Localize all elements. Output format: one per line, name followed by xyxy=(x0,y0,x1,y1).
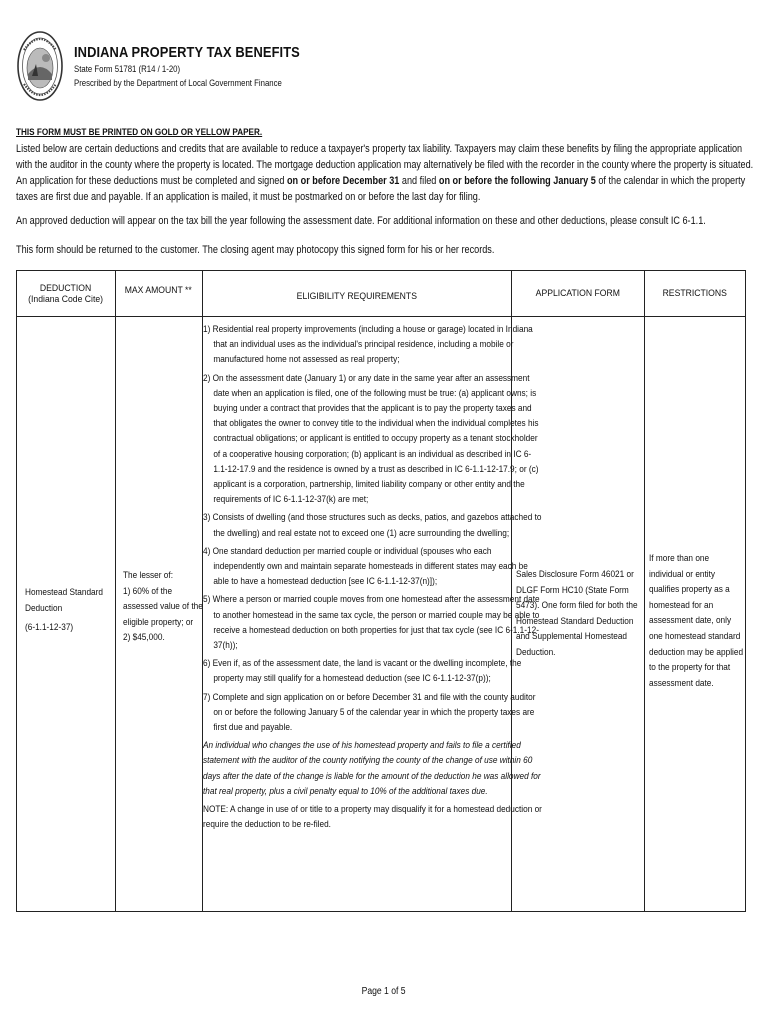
eligibility-item: 1) Residential real property improvements (including a house or garage) located in Indiana that an individual uses as the individual's principal residence, including a mobile or manufactured home not assessed as real property; xyxy=(203,324,533,366)
page-number: Page 1 of 5 xyxy=(362,986,406,997)
restrictions-cell: If more than one individual or entity qualifies property as a homestead for an assessment date, only one homestead standard deduction may be applied to the property for that assessment date. xyxy=(649,553,744,689)
header-eligibility: ELIGIBILITY REQUIREMENTS xyxy=(296,291,417,302)
eligibility-item: 5) Where a person or married couple moves from one homestead after the assessment date to another homestead in the same tax cycle, the person or married couple may be able to receive a homestead deduction on both properties for just that tax cycle (see IC 6-1.1-12-37(h)); xyxy=(203,594,540,652)
deadline-signed: on or before December 31 xyxy=(286,175,400,187)
application-form-cell: Sales Disclosure Form 46021 or DLGF Form HC10 (State Form 5473). One form filed for both the Homestead Standard Deduction and Supplemental Homestead Deduction. xyxy=(516,569,638,658)
header-application-form: APPLICATION FORM xyxy=(535,288,620,299)
header-block xyxy=(74,44,337,89)
deduction-name: Homestead Standard Deduction (6-1.1-12-37) xyxy=(25,587,103,634)
intro-text-e: of the calendar in which the property taxes are first due and payable. If an application is mailed, it must be postmarked on or before the last day for filing. xyxy=(16,175,746,203)
eligibility-item: 4) One standard deduction per married couple or individual (spouses who each independently own and maintain separate homesteads in different states may each be able to have a homestead deduction [see IC 6-1.1-12-37(n)]); xyxy=(203,545,528,588)
header-max-amount: MAX AMOUNT ** xyxy=(124,285,193,296)
benefits-table xyxy=(16,270,746,912)
eligibility-item: 6) Even if, as of the assessment date, the land is vacant or the dwelling incomplete, the property may still qualify for a homestead deduction (see IC 6-1.1-12-37(p)); xyxy=(203,658,522,685)
indiana-state-seal-icon xyxy=(16,30,64,102)
intro-text-c: and filed xyxy=(399,175,439,187)
eligibility-item: 3) Consists of dwelling (and those structures such as decks, patios, and gazebos attached to the dwelling) and real estate not to exceed one (1) acre surrounding the dwelling; xyxy=(203,512,542,539)
eligibility-requirements xyxy=(203,322,543,836)
eligibility-item: 7) Complete and sign application on or before December 31 and file with the county auditor on or before the following January 5 of the calendar year in which the property taxes are first due and payable. xyxy=(203,691,536,734)
header-deduction: DEDUCTION (Indiana Code Cite) xyxy=(28,282,104,305)
header-restrictions: RESTRICTIONS xyxy=(662,288,727,299)
form-number: State Form 51781 (R14 / 1-20) xyxy=(74,64,181,75)
eligibility-item: 2) On the assessment date (January 1) or any date in the same year after an assessment date when an application is filed, one of the following must be true: (a) applicant owns; is buying under a contract that provides that the applicant is to pay the property taxes and that obligates the owner to convey title to the individual when the individual completes his contractual obligations; or applicant is entitled to occupy property as a tenant stockholder of a cooperative housing corporation; (b) applicant is an individual as described in IC 6-1.1-12-17.9 and the residence is owned by a trust as described in IC 6-1.1-12-17.9; or (c) applicant is a corporation, partnership, limited liability company or other entity and the requirements of IC 6-1.1-12-37(k) are met; xyxy=(203,372,539,506)
intro-text-a: Listed below are certain deductions and credits that are available to reduce a taxpayer's property tax liability. Taxpayers may claim these benefits by filing the appropriate application with the auditor in the county where the property is located. The mortgage deduction application may alternatively be filed with the recorder in the county where the property is situated. An application for these deductions must be completed and signed xyxy=(16,143,754,187)
prescribed-by: Prescribed by the Department of Local Government Finance xyxy=(74,78,282,89)
intro-paragraph-3: This form should be returned to the customer. The closing agent may photocopy this signed form for his or her records. xyxy=(16,244,495,256)
max-amount: The lesser of: 1) 60% of the assessed value of the eligible property; or 2) $45,000. xyxy=(123,570,203,644)
change-of-use-note: NOTE: A change in use of or title to a property may disqualify it for a homestead deduction or require the deduction to be re-filed. xyxy=(203,804,542,831)
intro-paragraph-1 xyxy=(16,124,756,205)
print-on-gold-notice: THIS FORM MUST BE PRINTED ON GOLD OR YELLOW PAPER. xyxy=(16,127,263,138)
document-title: INDIANA PROPERTY TAX BENEFITS xyxy=(74,44,300,61)
intro-paragraph-2: An approved deduction will appear on the tax bill the year following the assessment date. For additional information on these and other deductions, please consult IC 6-1.1. xyxy=(16,215,706,227)
deadline-filed: on or before the following January 5 xyxy=(438,175,596,187)
penalty-note: An individual who changes the use of his homestead property and fails to file a certified statement with the auditor of the county notifying the county of the change of use within 60 days after the date of the change is liable for the amount of the deduction he was allowed for that real property, plus a civil penalty equal to 10% of the additional taxes due. xyxy=(203,740,541,797)
